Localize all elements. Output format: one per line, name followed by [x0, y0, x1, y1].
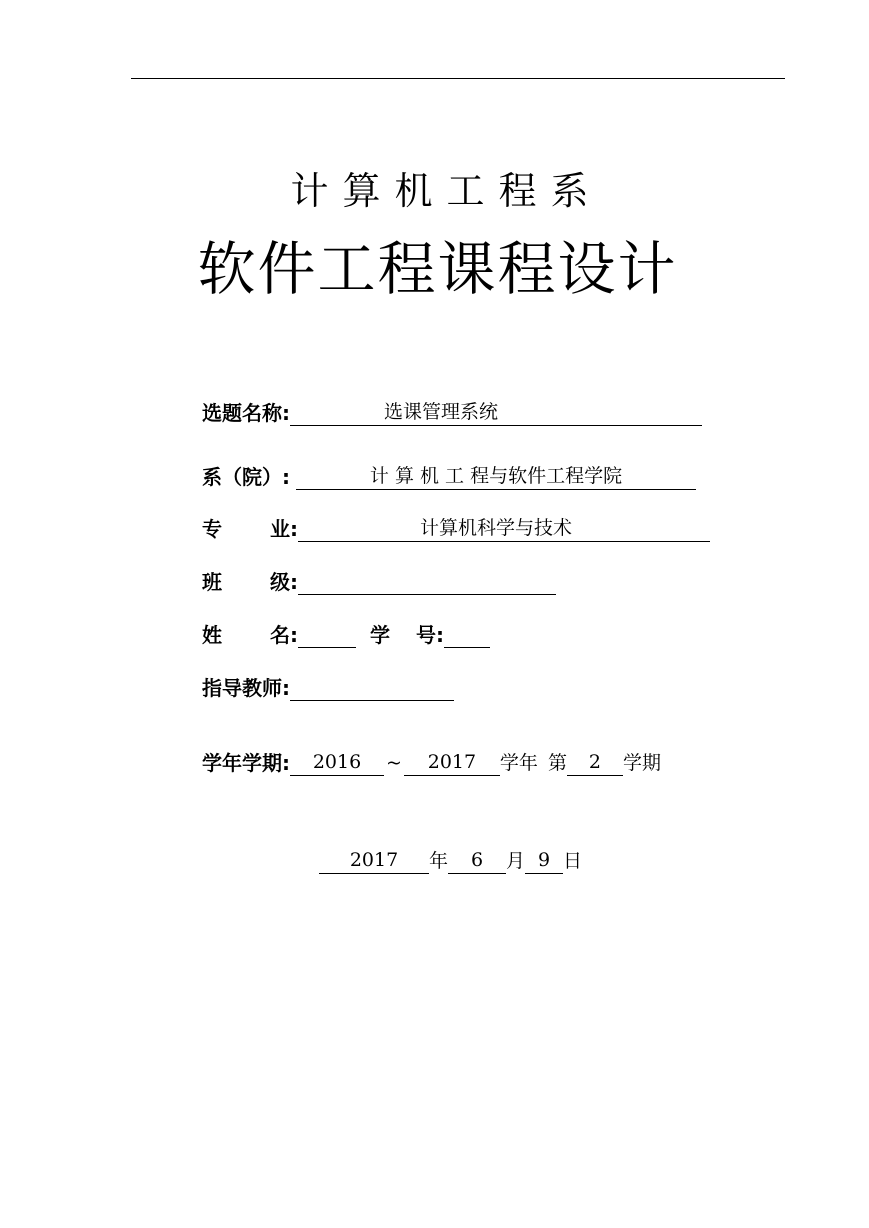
- date-year: 2017: [319, 847, 429, 874]
- date-month-unit: 月: [506, 850, 526, 872]
- term-xueqi: 学期: [622, 752, 661, 774]
- date-month: 6: [448, 847, 506, 874]
- topic-row: [202, 396, 702, 426]
- class-value: [298, 568, 556, 595]
- school-row: [202, 460, 696, 490]
- name-value: [298, 621, 356, 648]
- topic-label: 选题名称:: [202, 401, 290, 425]
- term-label: 学年学期:: [202, 751, 290, 775]
- name-row: [202, 618, 490, 648]
- major-row: [202, 512, 710, 542]
- major-label-1: 专: [202, 517, 222, 541]
- advisor-label: 指导教师:: [202, 676, 290, 700]
- advisor-row: [202, 671, 454, 701]
- term-start-year: 2016: [290, 749, 384, 776]
- term-di: 第: [547, 752, 567, 774]
- date-year-unit: 年: [429, 850, 449, 872]
- school-value: 计 算 机 工 程与软件工程学院: [296, 463, 696, 490]
- class-label-2: 级:: [270, 570, 298, 594]
- date-day: 9: [525, 847, 563, 874]
- term-xuenian: 学年: [499, 752, 538, 774]
- department-title: 计算机工程系: [290, 169, 603, 213]
- id-label-2: 号:: [416, 623, 444, 647]
- major-value: 计算机科学与技术: [298, 515, 710, 542]
- major-label-2: 业:: [270, 517, 298, 541]
- date-row: [319, 844, 582, 874]
- name-label-2: 名:: [270, 623, 298, 647]
- id-label-1: 学: [370, 623, 390, 647]
- course-title: 软件工程课程设计: [197, 235, 678, 303]
- term-row: [202, 746, 661, 776]
- class-row: [202, 565, 556, 595]
- class-label-1: 班: [202, 570, 222, 594]
- term-semester: 2: [567, 749, 623, 776]
- term-tilde: ~: [386, 752, 402, 774]
- term-end-year: 2017: [404, 749, 500, 776]
- date-day-unit: 日: [563, 850, 583, 872]
- id-value: [444, 621, 490, 648]
- advisor-value: [290, 674, 454, 701]
- header-rule: [131, 78, 785, 79]
- topic-value: 选课管理系统: [290, 399, 702, 426]
- name-label-1: 姓: [202, 623, 222, 647]
- school-label: 系（院）:: [202, 465, 290, 489]
